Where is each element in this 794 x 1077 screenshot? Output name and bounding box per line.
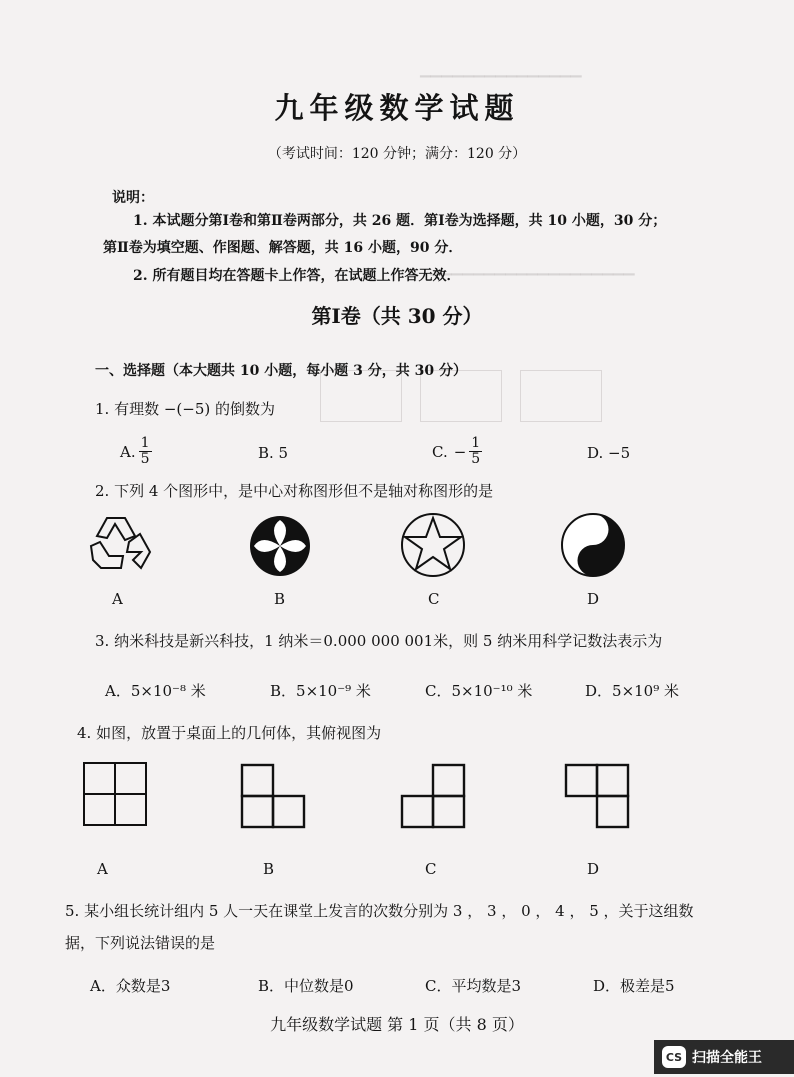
bleed-through: ▁▁▁▁▁▁▁▁▁▁▁▁▁▁▁▁▁▁▁ xyxy=(430,260,635,276)
q1-option-d: D. −5 xyxy=(587,444,631,462)
option-label: C. xyxy=(432,442,448,461)
q2-label-a: A xyxy=(112,590,123,608)
denominator: 5 xyxy=(471,451,481,468)
minus-sign: − xyxy=(453,442,467,461)
q5-option-c: C．平均数是3 xyxy=(425,977,522,995)
q5-stem-line-1: 5. 某小组长统计组内 5 人一天在课堂上发言的次数分别为 3 ， 3 ， 0 ， 4 ， 5 ，关于这组数 xyxy=(65,902,694,920)
numerator: 1 xyxy=(140,435,150,451)
q1-option-a xyxy=(120,436,152,468)
fraction xyxy=(139,436,152,468)
q1-option-c xyxy=(432,436,482,468)
q4-label-c: C xyxy=(425,860,437,878)
q1-stem: 1. 有理数 −(−5) 的倒数为 xyxy=(95,400,276,418)
exam-info: （考试时间：120 分钟；满分：120 分） xyxy=(267,146,527,162)
notes-heading: 说明： xyxy=(112,190,154,206)
note-1-line-1: 1. 本试题分第Ⅰ卷和第Ⅱ卷两部分，共 26 题．第Ⅰ卷为选择题，共 10 小题，30 分； xyxy=(133,213,667,229)
option-label: A. xyxy=(120,442,136,461)
scanner-logo-icon: CS xyxy=(662,1046,686,1068)
top-view-option-a xyxy=(84,763,146,825)
q3-option-b: B．5×10⁻⁹ 米 xyxy=(270,682,371,700)
star-in-circle-figure xyxy=(400,512,466,578)
q3-option-d: D．5×10⁹ 米 xyxy=(585,682,680,700)
part-heading: 一、选择题（本大题共 10 小题，每小题 3 分，共 30 分） xyxy=(95,363,467,379)
q3-option-c: C．5×10⁻¹⁰ 米 xyxy=(425,682,533,700)
scanner-name: 扫描全能王 xyxy=(692,1050,762,1066)
q2-stem: 2. 下列 4 个图形中，是中心对称图形但不是轴对称图形的是 xyxy=(95,482,494,500)
fraction xyxy=(469,436,482,468)
top-view-option-b xyxy=(240,763,306,829)
q4-label-d: D xyxy=(587,860,600,878)
note-2: 2. 所有题目均在答题卡上作答，在试题上作答无效． xyxy=(133,268,461,284)
q4-label-b: B xyxy=(263,860,275,878)
bleed-through xyxy=(520,370,602,422)
scanner-watermark xyxy=(654,1040,794,1074)
recycle-triangle-figure xyxy=(85,510,160,580)
circle-petal-figure xyxy=(248,514,312,578)
bleed-through: ▁▁▁▁▁▁▁▁▁▁▁▁▁▁▁ xyxy=(420,62,582,78)
q4-stem: 4. 如图，放置于桌面上的几何体，其俯视图为 xyxy=(77,724,382,742)
q2-label-d: D xyxy=(587,590,600,608)
numerator: 1 xyxy=(471,435,481,451)
q4-label-a: A xyxy=(97,860,108,878)
q2-label-c: C xyxy=(428,590,440,608)
denominator: 5 xyxy=(140,451,150,468)
q2-label-b: B xyxy=(274,590,286,608)
q3-stem: 3. 纳米科技是新兴科技，1 纳米＝0.000 000 001米，则 5 纳米用科学记数法表示为 xyxy=(95,632,663,650)
q5-stem-line-2: 据，下列说法错误的是 xyxy=(65,934,216,952)
q5-option-b: B．中位数是0 xyxy=(258,977,354,995)
yin-yang-figure xyxy=(560,512,626,578)
q1-option-b: B. 5 xyxy=(258,444,289,462)
top-view-option-c xyxy=(400,763,466,829)
q3-option-a: A．5×10⁻⁸ 米 xyxy=(105,682,206,700)
page-footer: 九年级数学试题 第 1 页（共 8 页） xyxy=(270,1015,524,1034)
top-view-option-d xyxy=(564,763,630,829)
page-title: 九年级数学试题 xyxy=(274,91,520,125)
q5-option-a: A．众数是3 xyxy=(90,977,171,995)
note-1-line-2: 第Ⅱ卷为填空题、作图题、解答题，共 16 小题，90 分． xyxy=(103,240,463,256)
q5-option-d: D．极差是5 xyxy=(593,977,675,995)
section-title: 第Ⅰ卷（共 30 分） xyxy=(311,304,483,328)
